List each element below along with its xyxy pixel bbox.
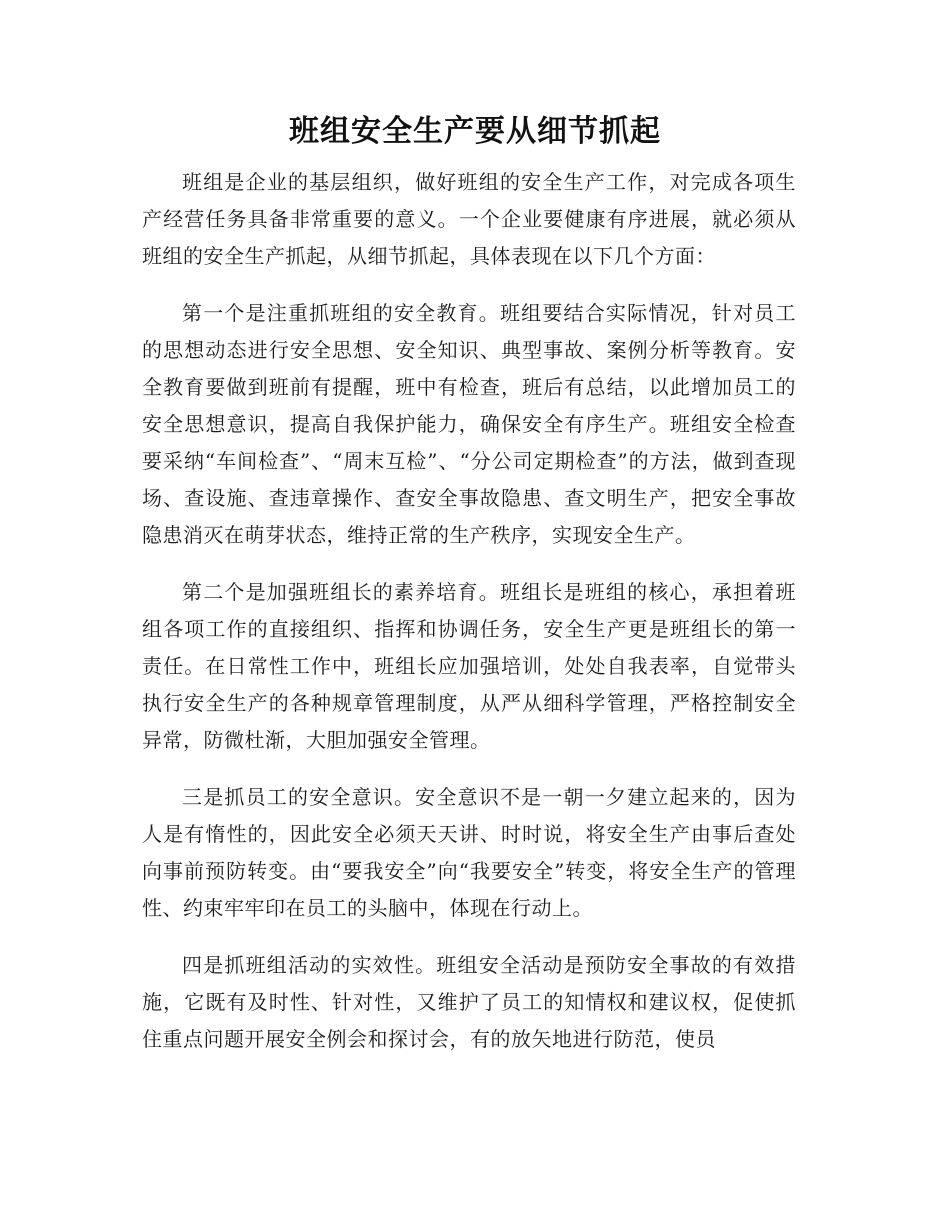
paragraph-safety-education: 第一个是注重抓班组的安全教育。班组要结合实际情况，针对员工的思想动态进行安全思想、安全知识、典型事故、案例分析等教育。安全教育要做到班前有提醒，班中有检查，班后有总结，以此增加员工的安全思想意识，提高自我保护能力，确保安全有序生产。班组安全检查要采纳“车间检查”、“周末互检”、“分公司定期检查”的方法，做到查现场、查设施、查违章操作、查安全事故隐患、查文明生产，把安全事故隐患消灭在萌芽状态，维持正常的生产秩序，实现安全生产。: [142, 301, 796, 547]
document-title: 班组安全生产要从细节抓起: [289, 114, 661, 149]
paragraph-activity-effectiveness: 四是抓班组活动的实效性。班组安全活动是预防安全事故的有效措施，它既有及时性、针对性，又维护了员工的知情权和建议权，促使抓住重点问题开展安全例会和探讨会，有的放矢地进行防范，使员: [142, 953, 796, 1051]
paragraph-team-leader-training: 第二个是加强班组长的素养培育。班组长是班组的核心，承担着班组各项工作的直接组织、指挥和协调任务，安全生产更是班组长的第一责任。在日常性工作中，班组长应加强培训，处处自我表率，自觉带头执行安全生产的各种规章管理制度，从严从细科学管理，严格控制安全异常，防微杜渐，大胆加强安全管理。: [142, 580, 796, 752]
paragraph-intro: 班组是企业的基层组织，做好班组的安全生产工作，对完成各项生产经营任务具备非常重要的意义。一个企业要健康有序进展，就必须从班组的安全生产抓起，从细节抓起，具体表现在以下几个方面：: [142, 170, 796, 268]
document-body: [142, 164, 796, 1058]
paragraph-employee-awareness: 三是抓员工的安全意识。安全意识不是一朝一夕建立起来的，因为人是有惰性的，因此安全必须天天讲、时时说，将安全生产由事后查处向事前预防转变。由“要我安全”向“我要安全”转变，将安全生产的管理性、约束牢牢印在员工的头脑中，体现在行动上。: [142, 785, 796, 920]
